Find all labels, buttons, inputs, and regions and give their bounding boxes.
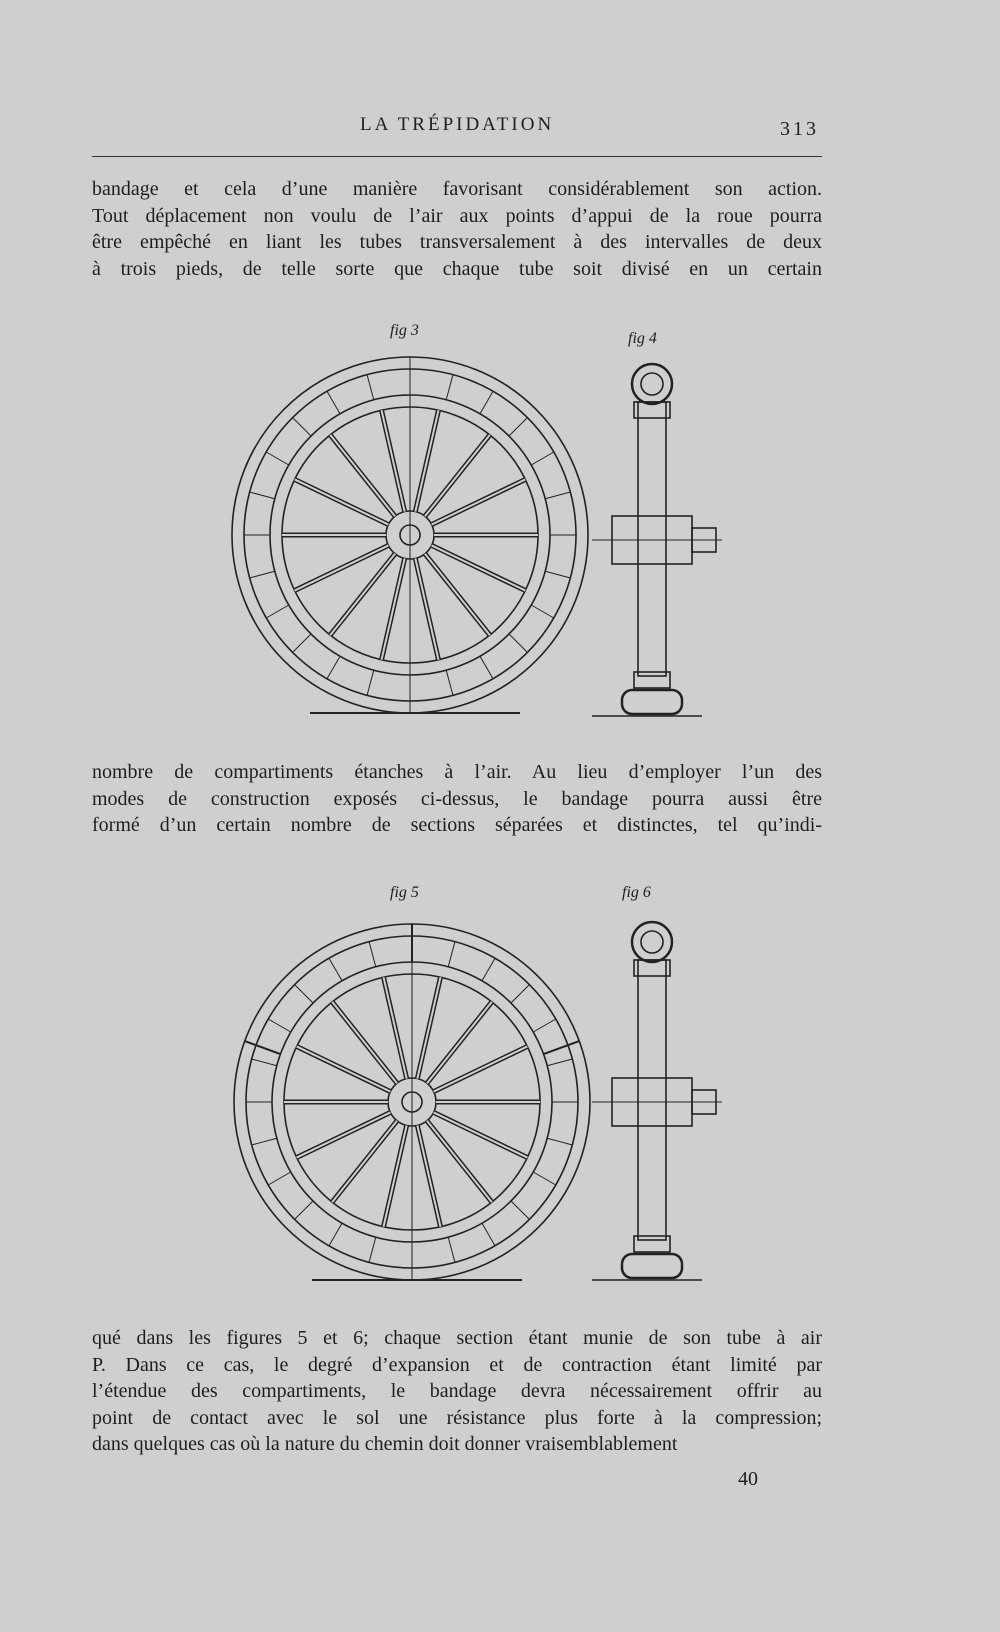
rim-section-bottom (634, 1236, 670, 1252)
spoke-highlight (384, 977, 407, 1078)
wheel-fig5-drawing (234, 924, 590, 1280)
tube-tie (545, 492, 570, 499)
fig6-label: fig 6 (622, 884, 651, 901)
tube-tie (511, 1201, 529, 1219)
rim-section-bottom (634, 672, 670, 688)
tube-tie (482, 958, 495, 981)
spoke-highlight (415, 410, 438, 511)
tube-tie (327, 391, 340, 414)
tube-tie (295, 1201, 313, 1219)
tube-tie (266, 452, 289, 465)
tube-tie (327, 656, 340, 679)
tube-tie (545, 571, 570, 578)
tube-tie (448, 1237, 455, 1262)
spoke-highlight (417, 977, 440, 1078)
tube-section-top (641, 931, 663, 953)
tube-tie (329, 958, 342, 981)
tube-tie (250, 571, 275, 578)
fig4-label: fig 4 (628, 330, 657, 347)
text-line: bandage et cela d’une manière favorisant considérablement son action. (92, 178, 822, 200)
text-line: l’étendue des compartiments, le bandage devra nécessairement offrir au (92, 1380, 822, 1402)
tube-tie (252, 1059, 277, 1066)
tube-tie (547, 1059, 572, 1066)
section-divider (544, 1041, 580, 1054)
wheel-fig3-drawing (232, 357, 588, 713)
tire-section-bottom (622, 690, 682, 714)
text-line: qué dans les figures 5 et 6; chaque section étant munie de son tube à air (92, 1327, 822, 1349)
text-line: point de contact avec le sol une résistance plus forte à la compression; (92, 1406, 822, 1429)
spoke-highlight (330, 554, 395, 635)
tube-section-top (641, 373, 663, 395)
tube-tie (446, 670, 453, 695)
spoke-highlight (425, 435, 490, 516)
running-title: LA TRÉPIDATION (360, 114, 555, 135)
tube-tie (446, 375, 453, 400)
spoke-highlight (297, 1112, 391, 1157)
tire-section-bottom (622, 1254, 682, 1278)
spoke-highlight (427, 1002, 492, 1083)
tube-tie (533, 1172, 556, 1185)
spoke-highlight (415, 558, 438, 659)
tube-tie (250, 492, 275, 499)
tube-tie (509, 418, 527, 436)
spoke-highlight (432, 479, 526, 524)
tube-tie (268, 1172, 291, 1185)
spoke-highlight (297, 1046, 391, 1091)
tube-tie (480, 656, 493, 679)
spoke-highlight (332, 1121, 397, 1202)
tube-tie (367, 670, 374, 695)
signature-mark: 40 (738, 1468, 758, 1490)
spoke-highlight (434, 1046, 528, 1091)
text-line: modes de construction exposés ci-dessus, le bandage pourra aussi être (92, 787, 822, 810)
tube-tie (547, 1138, 572, 1145)
text-line: dans quelques cas où la nature du chemin doit donner vraisemblablement (92, 1433, 678, 1455)
tube-tie (533, 1019, 556, 1032)
spoke-highlight (417, 1125, 440, 1226)
spoke-highlight (295, 545, 389, 590)
axle-fig6-drawing (592, 922, 722, 1280)
tube-tie (531, 452, 554, 465)
page-number: 313 (780, 118, 819, 140)
spoke-highlight (427, 1121, 492, 1202)
axle-shaft (638, 960, 666, 1240)
tube-tie (509, 634, 527, 652)
spoke-highlight (432, 545, 526, 590)
axle-fig4-drawing (592, 364, 722, 716)
tire-section-top (632, 922, 672, 962)
section-divider (245, 1041, 281, 1054)
spoke-highlight (295, 479, 389, 524)
tube-tie (367, 375, 374, 400)
tube-tie (448, 942, 455, 967)
text-line: P. Dans ce cas, le degré d’expansion et de contraction étant limité par (92, 1353, 822, 1376)
fig3-label: fig 3 (390, 322, 419, 339)
text-line: Tout déplacement non voulu de l’air aux points d’appui de la roue pourra (92, 204, 822, 227)
spoke-highlight (382, 410, 405, 511)
tube-tie (511, 985, 529, 1003)
text-line: à trois pieds, de telle sorte que chaque tube soit divisé en un certain (92, 257, 822, 280)
spoke-highlight (330, 435, 395, 516)
spoke-highlight (434, 1112, 528, 1157)
tire-section-top (632, 364, 672, 404)
tube-tie (329, 1223, 342, 1246)
tube-tie (268, 1019, 291, 1032)
tube-tie (266, 605, 289, 618)
text-line: nombre de compartiments étanches à l’air. Au lieu d’employer l’un des (92, 761, 822, 783)
fig5-label: fig 5 (390, 884, 419, 901)
tube-tie (252, 1138, 277, 1145)
axle-shaft (638, 402, 666, 676)
spoke-highlight (384, 1125, 407, 1226)
tube-tie (531, 605, 554, 618)
tube-tie (369, 942, 376, 967)
tube-tie (369, 1237, 376, 1262)
tube-tie (482, 1223, 495, 1246)
spoke-highlight (425, 554, 490, 635)
tube-tie (480, 391, 493, 414)
spoke-highlight (332, 1002, 397, 1083)
spoke-highlight (382, 558, 405, 659)
tube-tie (293, 634, 311, 652)
text-line: formé d’un certain nombre de sections séparées et distinctes, tel qu’indi- (92, 814, 822, 836)
text-line: être empêché en liant les tubes transversalement à des intervalles de deux (92, 231, 822, 253)
tube-tie (293, 418, 311, 436)
tube-tie (295, 985, 313, 1003)
